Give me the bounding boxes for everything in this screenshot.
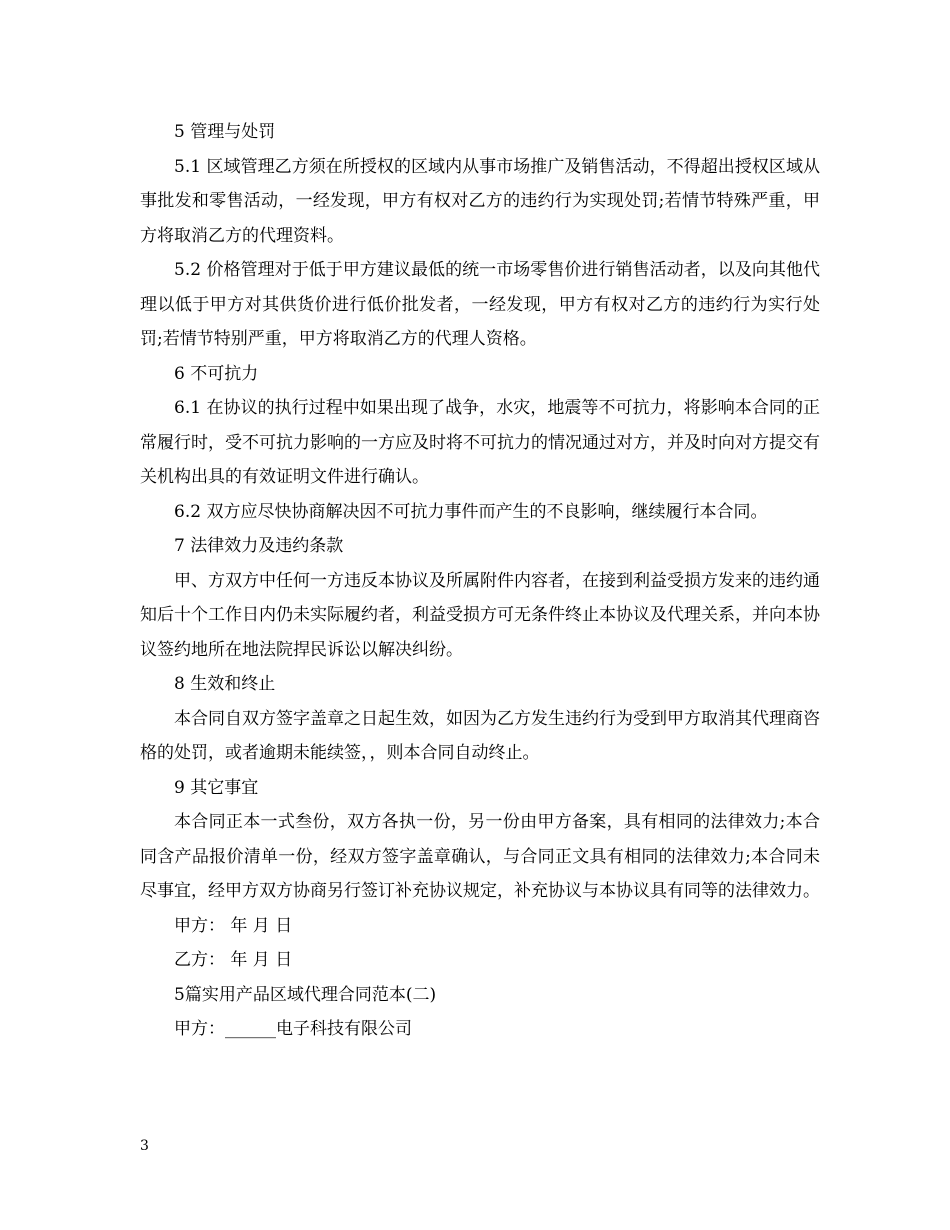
next-template-title: 5篇实用产品区域代理合同范本(二) — [174, 984, 437, 1005]
clause-6-1-force-majeure: 6.1 在协议的执行过程中如果出现了战争，水灾，地震等不可抗力，将影响本合同的正常履行时，受不可抗力影响的一方应及时将不可抗力的情况通过对方，并及时向对方提交有关机构出具的有效证明文件进行确认。 — [140, 398, 820, 487]
section-heading-force-majeure: 6 不可抗力 — [174, 363, 259, 384]
page-number: 3 — [140, 1138, 149, 1154]
section-heading-legal-effect: 7 法律效力及违约条款 — [174, 536, 344, 556]
section-heading-management-penalty: 5 管理与处罚 — [174, 122, 276, 142]
party-a-company-line: 甲方：______电子科技有限公司 — [174, 1019, 412, 1039]
clause-other-matters: 本合同正本一式叁份，双方各执一份，另一份由甲方备案，具有相同的法律效力;本合同含产品报价清单一份，经双方签字盖章确认，与合同正文具有相同的法律效力;本合同未尽事宜，经甲方双方协商另行签订补充协议规定，补充协议与本协议具有同等的法律效力。 — [140, 812, 820, 901]
clause-5-1-region-management: 5.1 区域管理乙方须在所授权的区域内从事市场推广及销售活动，不得超出授权区域从事批发和零售活动，一经发现，甲方有权对乙方的违约行为实现处罚;若情节特殊严重，甲方将取消乙方的代理资料。 — [140, 156, 820, 246]
clause-5-2-price-management: 5.2 价格管理对于低于甲方建议最低的统一市场零售价进行销售活动者，以及向其他代理以低于甲方对其供货价进行低价批发者，一经发现，甲方有权对乙方的违约行为实行处罚;若情节特别严重，甲方将取消乙方的代理人资格。 — [140, 260, 820, 349]
clause-effect-termination: 本合同自双方签字盖章之日起生效，如因为乙方发生违约行为受到甲方取消其代理商咨格的处罚，或者逾期未能续签，，则本合同自动终止。 — [140, 708, 820, 763]
signature-party-b-date: 乙方： 年 月 日 — [174, 950, 293, 970]
signature-party-a-date: 甲方： 年 月 日 — [174, 915, 293, 936]
clause-legal-effect: 甲、方双方中任何一方违反本协议及所属附件内容者，在接到利益受损方发来的违约通知后十个工作日内仍未实际履约者，利益受损方可无条件终止本协议及代理关系，并向本协议签约地所在地法院捍民诉讼以解决纠纷。 — [140, 570, 820, 660]
section-heading-other-matters: 9 其它事宜 — [174, 777, 259, 798]
clause-6-2-force-majeure: 6.2 双方应尽快协商解决因不可抗力事件而产生的不良影响，继续履行本合同。 — [174, 501, 768, 522]
section-heading-effect-termination: 8 生效和终止 — [174, 674, 276, 694]
document-body — [140, 115, 820, 1047]
